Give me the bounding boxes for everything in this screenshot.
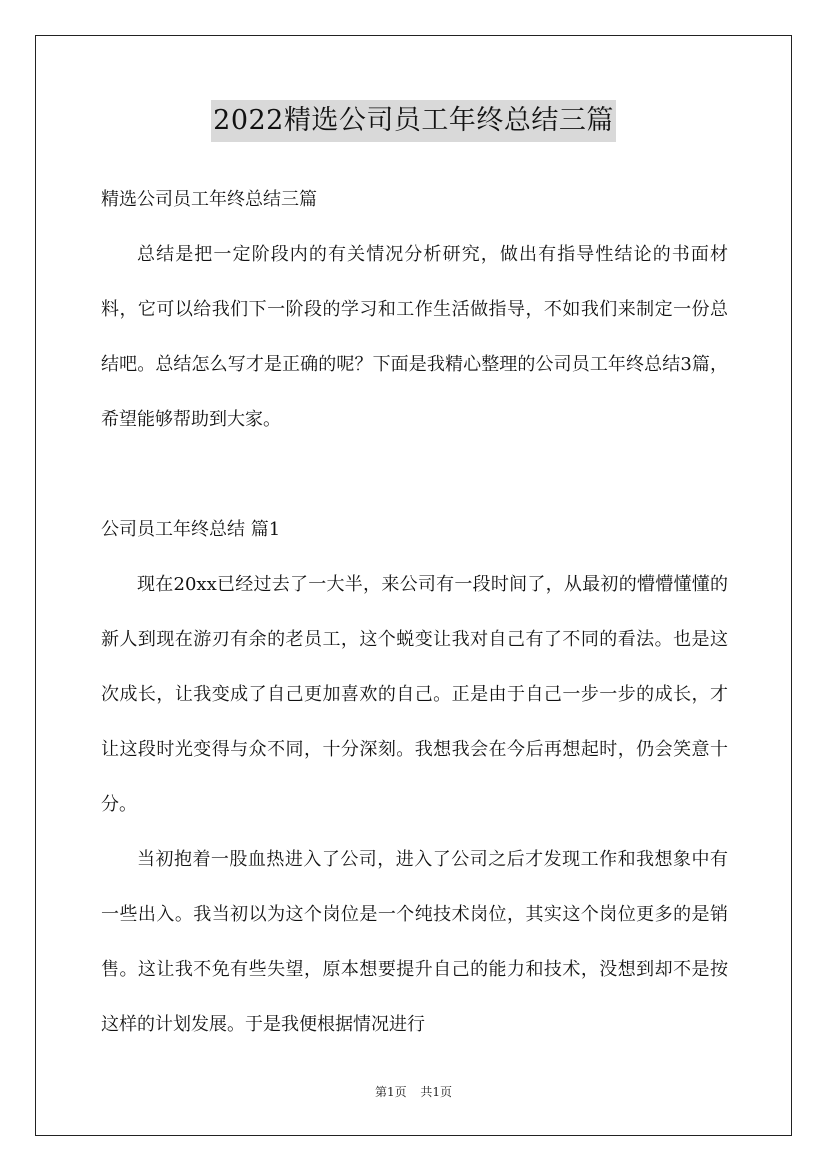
body-paragraph-1: 现在20xx已经过去了一大半，来公司有一段时间了，从最初的懵懵懂懂的新人到现在游刃有余的老员工，这个蜕变让我对自己有了不同的看法。也是这次成长，让我变成了自己更加喜欢的自己。正是由于自己一步一步的成长，才让这段时光变得与众不同，十分深刻。我想我会在今后再想起时，仍会笑意十分。: [101, 574, 728, 815]
page-total: 共1页: [420, 1085, 453, 1099]
page-footer: [0, 1082, 827, 1102]
section-spacer: [101, 447, 728, 502]
body-paragraph-2: 当初抱着一股血热进入了公司，进入了公司之后才发现工作和我想象中有一些出入。我当初以为这个岗位是一个纯技术岗位，其实这个岗位更多的是销售。这让我不免有些失望，原本想要提升自己的能力和技术，没想到却不是按这样的计划发展。于是我便根据情况进行: [101, 849, 728, 1035]
page-number: 第1页: [374, 1085, 407, 1099]
intro-paragraph: 总结是把一定阶段内的有关情况分析研究，做出有指导性结论的书面材料，它可以给我们下一阶段的学习和工作生活做指导，不如我们来制定一份总结吧。总结怎么写才是正确的呢？下面是我精心整理的公司员工年终总结3篇，希望能够帮助到大家。: [101, 244, 728, 430]
section-heading: 公司员工年终总结 篇1: [101, 519, 281, 540]
document-title: 2022精选公司员工年终总结三篇: [211, 100, 616, 142]
document-body: [101, 172, 728, 1052]
document-subtitle: 精选公司员工年终总结三篇: [101, 189, 317, 210]
title-container: [0, 100, 827, 142]
